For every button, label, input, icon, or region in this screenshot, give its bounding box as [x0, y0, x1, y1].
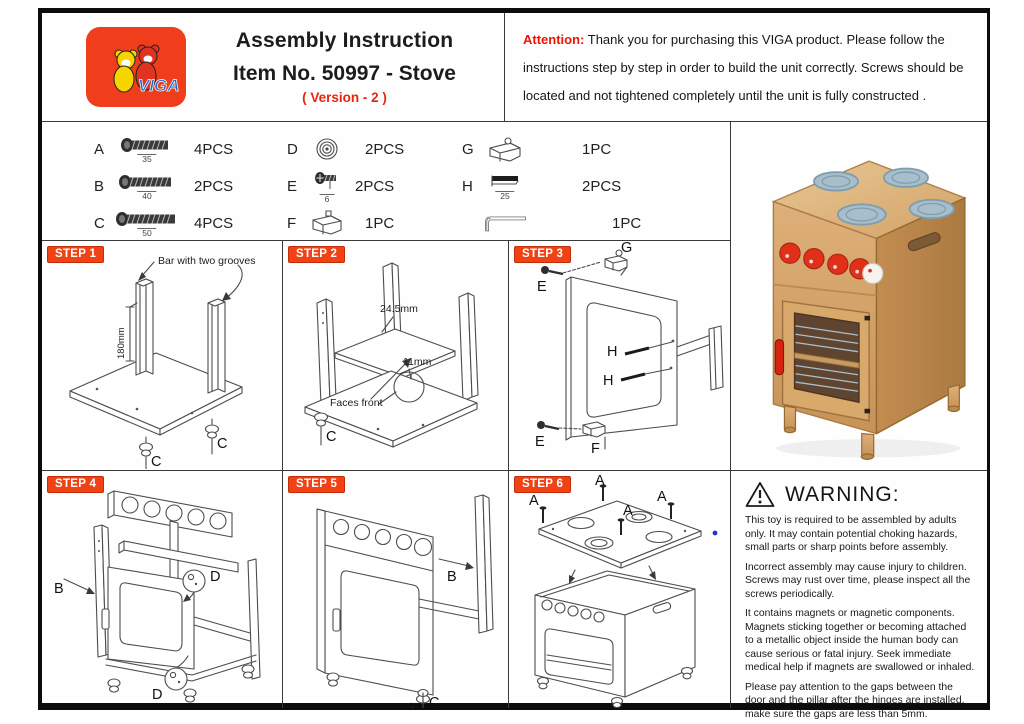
bar-grooves-note: Bar with two grooves — [158, 255, 256, 267]
part-qty: 2PCS — [582, 177, 622, 195]
dim-180mm: 180mm — [116, 327, 127, 359]
screw-icon — [117, 173, 177, 191]
screw-length: 50 — [137, 228, 156, 238]
screw-length: 6 — [320, 194, 335, 204]
warning-box — [730, 470, 987, 720]
step-3-panel — [509, 241, 730, 470]
part-row-g — [462, 132, 611, 166]
part-letter: D — [287, 140, 298, 158]
part-row-b — [94, 169, 233, 203]
part-ref-b: B — [447, 569, 457, 585]
part-row-h — [462, 169, 621, 203]
part-qty: 4PCS — [194, 140, 234, 158]
part-ref-d: D — [210, 569, 221, 585]
part-qty: 2PCS — [355, 177, 395, 195]
warning-title: WARNING: — [785, 482, 900, 506]
part-letter: H — [462, 177, 473, 195]
part-ref-h: H — [603, 373, 614, 389]
warning-paragraph: Please pay attention to the gaps between the door and the pillar after the hinges are installed, make sure the gaps are less than 5mm. — [745, 681, 965, 720]
product-photo — [730, 122, 987, 470]
small-screw-icon — [312, 170, 342, 194]
part-row-c — [94, 206, 233, 240]
faces-front-note: Faces front — [330, 397, 383, 409]
attention-note — [505, 13, 987, 122]
part-qty: 2PCS — [365, 140, 405, 158]
part-row-e — [287, 169, 394, 203]
part-ref-c: C — [217, 436, 228, 452]
viga-logo-icon — [86, 27, 186, 107]
part-qty: 1PC — [582, 140, 612, 158]
cap-icon — [315, 137, 339, 161]
part-ref-c: C — [326, 429, 337, 445]
version-label: ( Version - 2 ) — [302, 90, 387, 105]
step-1-panel — [42, 241, 283, 470]
part-ref-a: A — [623, 503, 633, 519]
header-title-section — [42, 13, 505, 122]
blue-mark — [713, 531, 718, 536]
part-letter: C — [94, 214, 105, 232]
part-qty: 2PCS — [194, 177, 234, 195]
step-2-panel — [283, 241, 509, 470]
bracket-pin-icon — [486, 136, 524, 162]
step-2-badge: STEP 2 — [288, 246, 345, 263]
part-ref-f: F — [591, 441, 600, 457]
part-ref-a: A — [529, 493, 539, 509]
part-ref-c: C — [151, 454, 162, 470]
dim-24-5mm: 24.5mm — [380, 303, 418, 315]
step-4-panel — [42, 470, 283, 708]
part-ref-a: A — [595, 473, 605, 489]
bracket-icon — [309, 210, 345, 236]
part-ref-b: B — [54, 581, 64, 597]
step-3-badge: STEP 3 — [514, 246, 571, 263]
part-ref-g: G — [621, 240, 633, 256]
stove-photo-illustration — [740, 128, 978, 464]
step-4-badge: STEP 4 — [47, 476, 104, 493]
warning-triangle-icon — [745, 481, 775, 508]
part-row-a — [94, 132, 233, 166]
viga-logo — [86, 27, 186, 107]
pin-length: 25 — [495, 191, 514, 201]
parts-list — [42, 122, 730, 241]
part-ref-e: E — [535, 434, 545, 450]
part-row-f — [287, 206, 394, 240]
step-6-badge: STEP 6 — [514, 476, 571, 493]
part-qty: 1PC — [365, 214, 395, 232]
screw-length: 40 — [137, 191, 156, 201]
dim-11mm: 11mm — [403, 356, 432, 368]
step-6-drawing — [509, 471, 730, 708]
step-1-drawing — [42, 241, 283, 469]
instruction-sheet — [38, 8, 990, 720]
part-qty: 4PCS — [194, 214, 234, 232]
warning-paragraph: Incorrect assembly may cause injury to children. Screws may rust over time, please inspect all the screws periodically. — [745, 561, 971, 600]
step-4-drawing — [42, 471, 283, 708]
part-ref-e: E — [537, 279, 547, 295]
part-ref-d: D — [152, 687, 163, 703]
step-5-badge: STEP 5 — [288, 476, 345, 493]
screw-length: 35 — [137, 154, 156, 164]
part-ref-c: C — [429, 695, 440, 711]
part-ref-h: H — [607, 344, 618, 360]
viga-logo-text: VIGA — [138, 76, 180, 95]
part-ref-a: A — [657, 489, 667, 505]
part-letter: E — [287, 177, 298, 195]
part-letter: B — [94, 177, 105, 195]
screw-icon — [114, 210, 180, 228]
step-5-panel — [283, 470, 509, 711]
step-5-drawing — [283, 471, 509, 708]
doc-title: Assembly Instruction — [235, 29, 454, 52]
part-letter: A — [94, 140, 105, 158]
screw-icon — [119, 136, 175, 154]
step-1-badge: STEP 1 — [47, 246, 104, 263]
step-6-panel — [509, 470, 730, 708]
warning-paragraph: It contains magnets or magnetic components. Magnets sticking together or becoming attached to a metallic object inside the human body can cause serious or fatal injury. Seek immediate medical help if magnets are swallowed or inhaled. — [745, 608, 975, 674]
pin-icon — [488, 173, 522, 191]
part-qty: 1PC — [612, 214, 642, 232]
part-letter: F — [287, 214, 297, 232]
allen-key-icon — [482, 208, 528, 238]
item-number: Item No. 50997 - Stove — [233, 62, 456, 85]
attention-label: Attention: — [523, 32, 585, 47]
part-letter: G — [462, 140, 474, 158]
part-row-d — [287, 132, 404, 166]
warning-paragraph: This toy is required to be assembled by adults only. It may contain potential choking hazards, small parts or sharp points before assembly. — [745, 515, 958, 554]
part-row-allen-key — [462, 206, 641, 240]
step-2-drawing — [283, 241, 509, 469]
attention-text: Thank you for purchasing this VIGA product. Please follow the instructions step by step in order to build the unit correctly. Screws should be located and not tightened completely until the unit is fully constructed . — [523, 32, 964, 103]
